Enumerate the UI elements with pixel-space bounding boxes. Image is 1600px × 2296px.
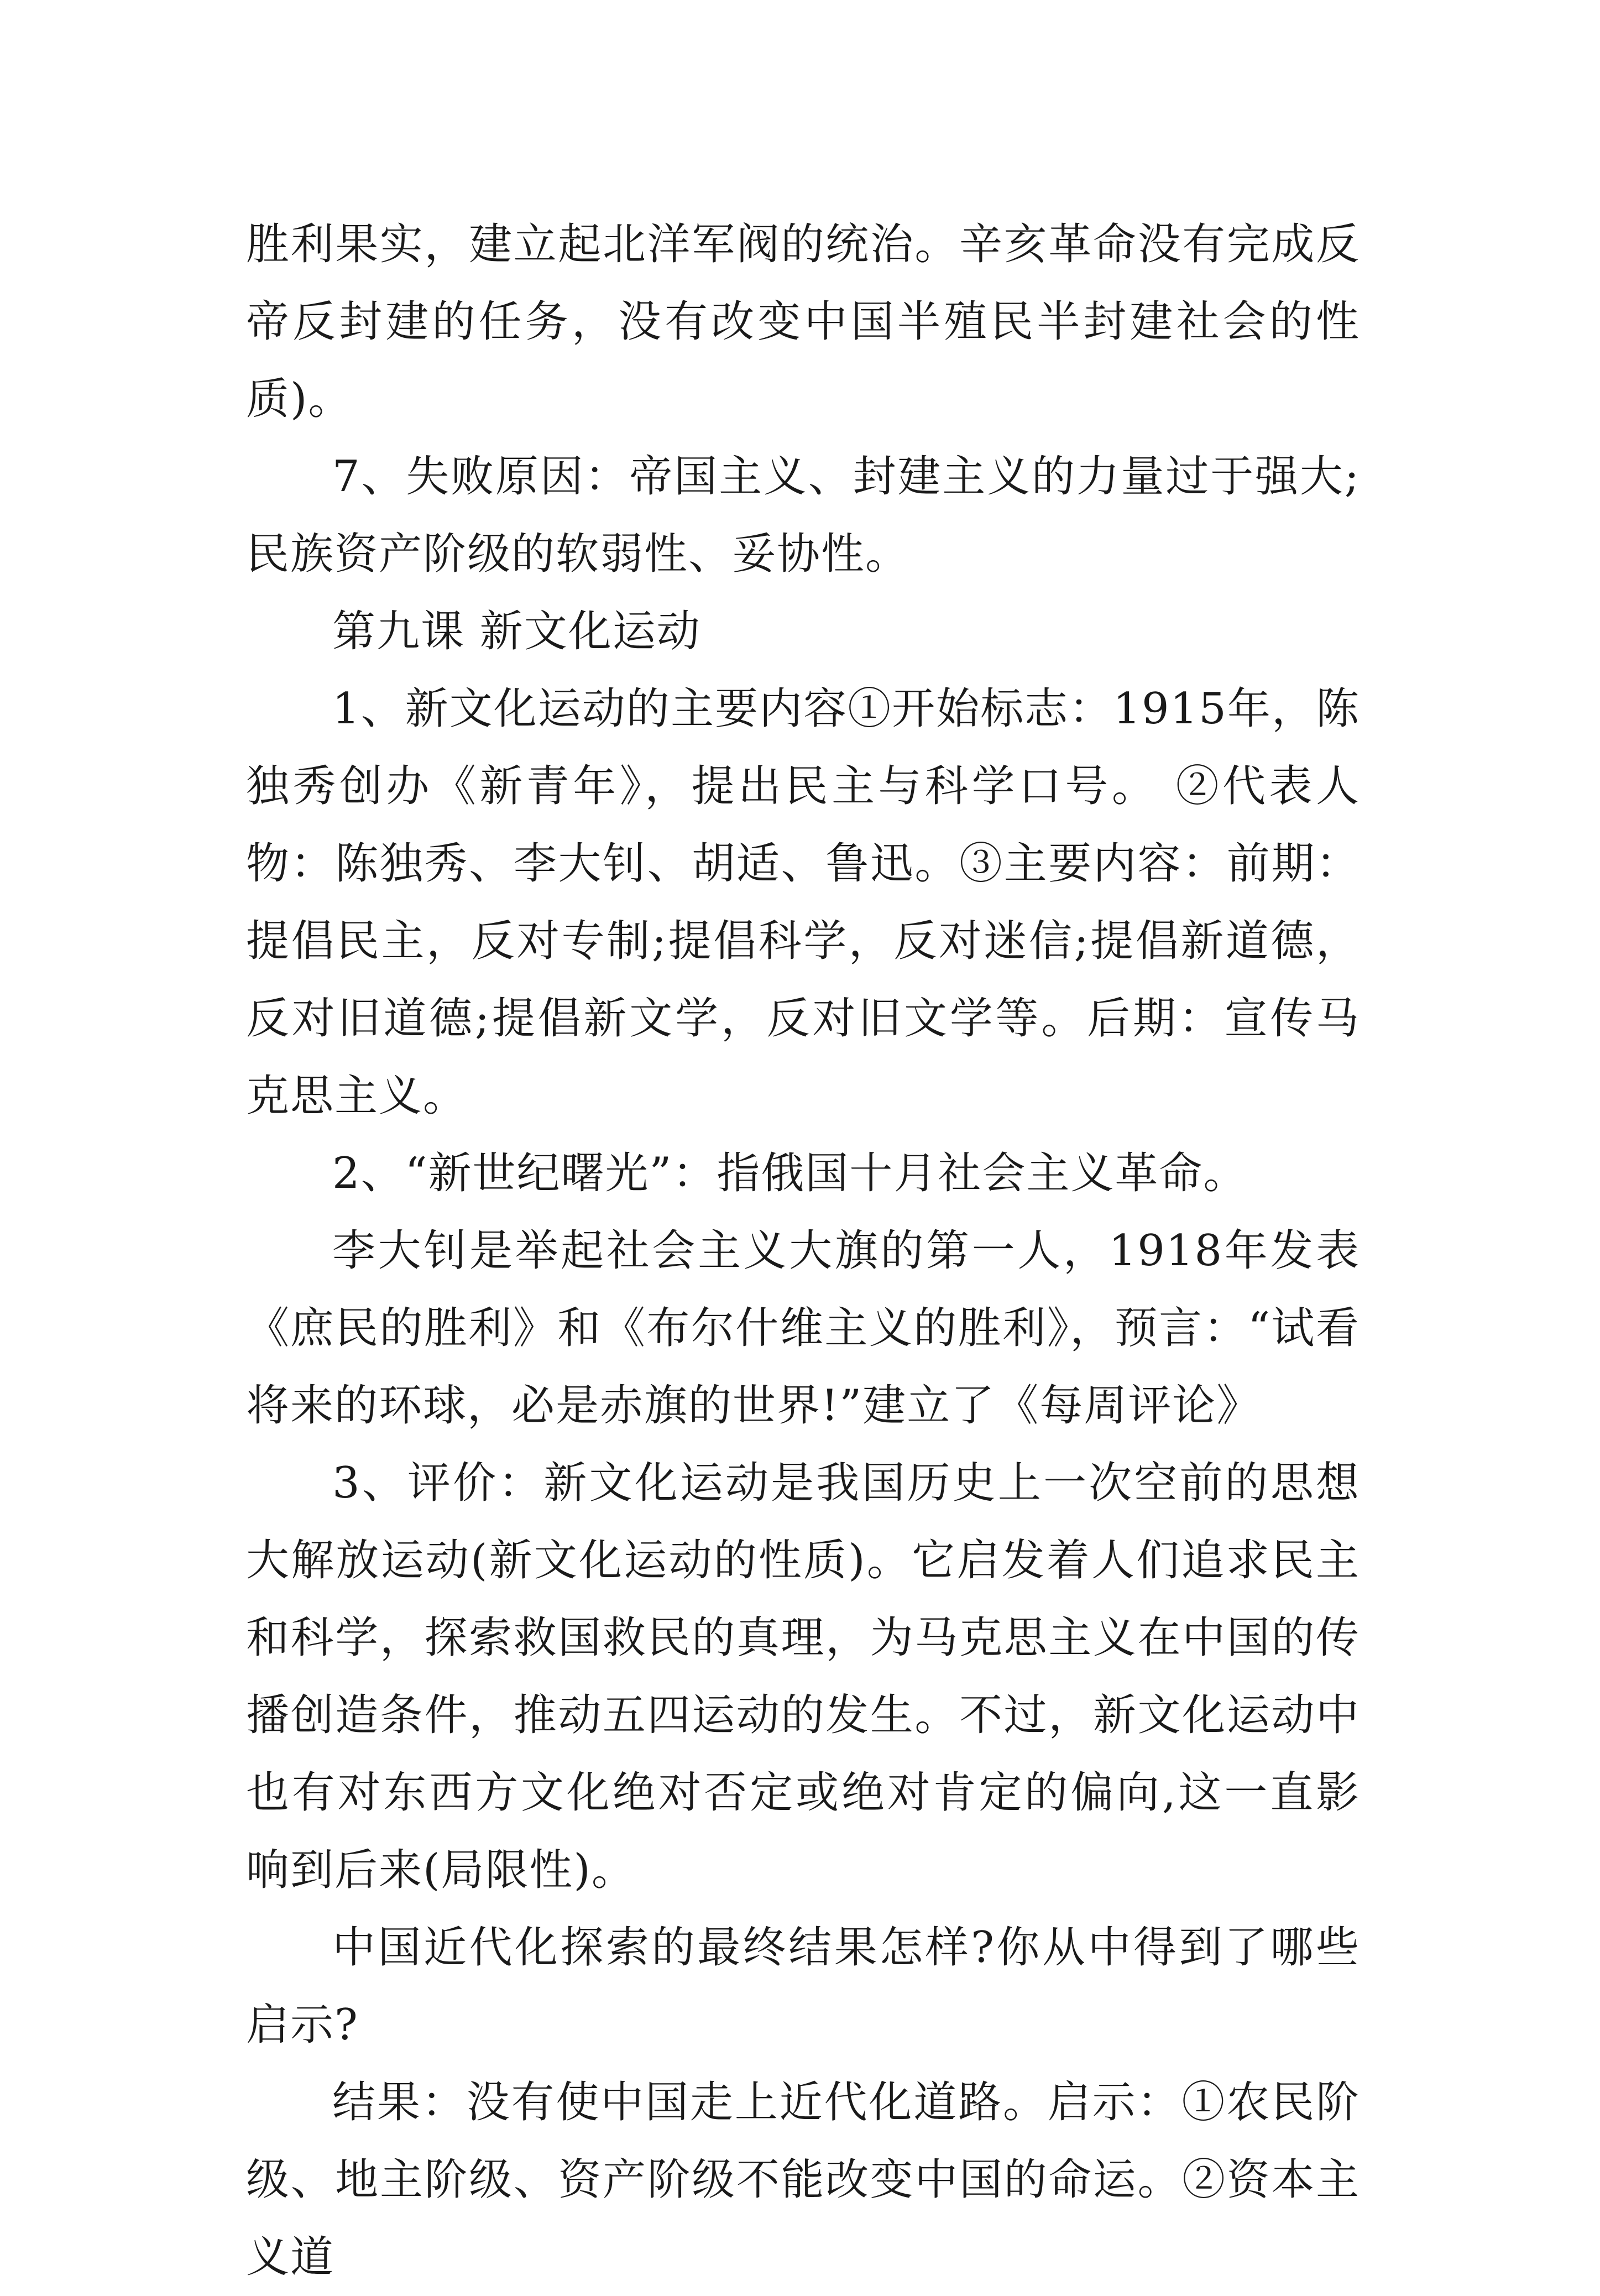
paragraph-1: 胜利果实，建立起北洋军阀的统治。辛亥革命没有完成反帝反封建的任务，没有改变中国半殖民半封建社会的性质)。 [246,220,1360,424]
paragraph-6: 李大钊是举起社会主义大旗的第一人，1918年发表《庶民的胜利》和《布尔什维主义的胜利》，预言：“试看将来的环球，必是赤旗的世界!”建立了《每周评论》 [246,1226,1360,1431]
lesson-heading: 第九课 新文化运动 [332,607,701,656]
paragraph-8: 中国近代化探索的最终结果怎样?你从中得到了哪些启示? [246,1923,1360,2050]
paragraph-9: 结果：没有使中国走上近代化道路。启示：①农民阶级、地主阶级、资产阶级不能改变中国的命运。②资本主义道 [246,2078,1360,2282]
paragraph-7: 3、评价：新文化运动是我国历史上一次空前的思想大解放运动(新文化运动的性质)。它启发着人们追求民主和科学，探索救国救民的真理，为马克思主义在中国的传播创造条件，推动五四运动的发生。不过，新文化运动中也有对东西方文化绝对否定或绝对肯定的偏向,这一直影响到后来(局限性)。 [246,1458,1360,1895]
paragraph-4: 1、新文化运动的主要内容①开始标志：1915年，陈独秀创办《新青年》，提出民主与科学口号。 ②代表人物：陈独秀、李大钊、胡适、鲁迅。③主要内容：前期：提倡民主，反对专制;提倡科学，反对迷信;提倡新道德，反对旧道德;提倡新文学，反对旧文学等。后期：宣传马克思主义。 [246,684,1360,1121]
paragraph-2: 7、失败原因：帝国主义、封建主义的力量过于强大;民族资产阶级的软弱性、妥协性。 [246,452,1360,579]
paragraph-5: 2、“新世纪曙光”：指俄国十月社会主义革命。 [332,1149,1248,1198]
body-text [246,206,1360,2296]
